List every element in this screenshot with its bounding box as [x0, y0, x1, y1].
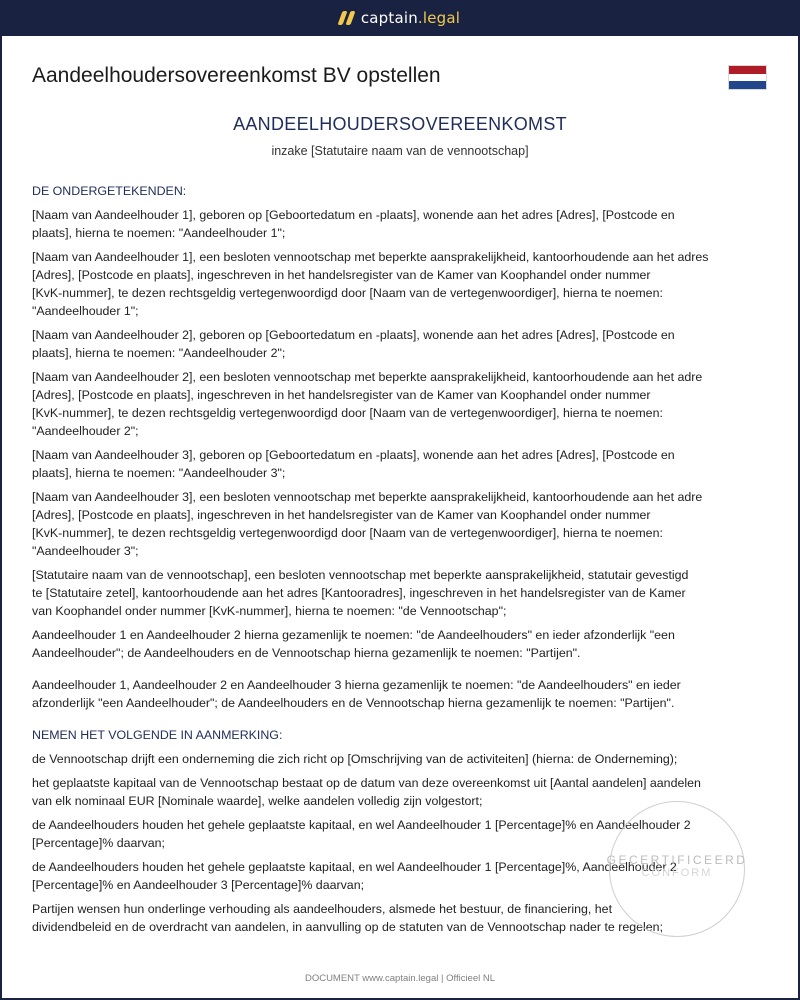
document-page — [2, 36, 798, 998]
paragraph-line: afzonderlijk "een Aandeelhouder"; de Aandeelhouders en de Vennootschap hierna gezamenlijk te noemen: "Partijen". — [32, 696, 675, 710]
paragraph-line: dividendbeleid en de overdracht van aandelen, in aanvulling op de statuten van de Vennootschap nader te regelen; — [32, 920, 664, 934]
paragraph-line: [Adres], [Postcode en plaats], ingeschreven in het handelsregister van de Kamer van Koophandel onder nummer — [32, 268, 651, 282]
paragraph — [32, 368, 774, 440]
paragraph-line: plaats], hierna te noemen: "Aandeelhouder 1"; — [32, 226, 286, 240]
parties-list — [32, 206, 774, 712]
paragraph — [32, 676, 774, 712]
seal-text-bottom: CONFORM — [641, 867, 713, 879]
paragraph — [32, 446, 774, 482]
paragraph-line: [Naam van Aandeelhouder 1], een besloten vennootschap met beperkte aansprakelijkheid, kantoorhoudende aan het adres — [32, 250, 709, 264]
paragraph-line: [Adres], [Postcode en plaats], ingeschreven in het handelsregister van de Kamer van Koophandel onder nummer — [32, 508, 651, 522]
flag-stripe-blue — [729, 81, 766, 89]
paragraph-line: [Naam van Aandeelhouder 3], een besloten vennootschap met beperkte aansprakelijkheid, kantoorhoudende aan het adre — [32, 490, 703, 504]
paragraph — [32, 750, 774, 768]
paragraph-line: van Koophandel onder nummer [KvK-nummer], hierna te noemen: "de Vennootschap"; — [32, 604, 507, 618]
page-title: Aandeelhoudersovereenkomst BV opstellen — [32, 64, 441, 87]
paragraph — [32, 326, 774, 362]
paragraph-line: te [Statutaire zetel], kantoorhoudende aan het adres [Kantooradres], ingeschreven in het handelsregister van de Kamer — [32, 586, 686, 600]
paragraph — [32, 774, 774, 810]
paragraph-line: [Naam van Aandeelhouder 2], geboren op [Geboortedatum en -plaats], wonende aan het adres [Adres], [Postcode en — [32, 328, 675, 342]
paragraph — [32, 206, 774, 242]
paragraph-line: Aandeelhouder 1 en Aandeelhouder 2 hierna gezamenlijk te noemen: "de Aandeelhouders" en ieder afzonderlijk "een — [32, 628, 675, 642]
paragraph — [32, 900, 774, 936]
paragraph-line: "Aandeelhouder 1"; — [32, 304, 139, 318]
document-body — [32, 182, 774, 942]
document-title: AANDEELHOUDERSOVEREENKOMST — [233, 114, 567, 134]
paragraph — [32, 488, 774, 560]
seal-text-top: GECERTIFICEERD — [606, 853, 748, 867]
paragraph-line: het geplaatste kapitaal van de Vennootschap bestaat op de datum van deze overeenkomst uit [Aantal aandelen] aandelen — [32, 776, 701, 790]
considerations-list — [32, 750, 774, 936]
paragraph-line: [Statutaire naam van de vennootschap], een besloten vennootschap met beperkte aansprakelijkheid, statutair gevestigd — [32, 568, 689, 582]
paragraph-line: [Percentage]% daarvan; — [32, 836, 165, 850]
top-bar — [0, 0, 800, 36]
double-slash-logo-icon — [337, 11, 355, 25]
section-heading-parties: DE ONDERGETEKENDEN: — [32, 184, 187, 198]
paragraph-line: de Aandeelhouders houden het gehele geplaatste kapitaal, en wel Aandeelhouder 1 [Percentage]%, Aandeelhouder 2 — [32, 860, 677, 874]
paragraph — [32, 626, 774, 662]
paragraph-line: [KvK-nummer], te dezen rechtsgeldig vertegenwoordigd door [Naam van de vertegenwoordiger], hierna te noemen: — [32, 406, 663, 420]
paragraph-line: de Aandeelhouders houden het gehele geplaatste kapitaal, en wel Aandeelhouder 1 [Percentage]% en Aandeelhouder 2 — [32, 818, 691, 832]
paragraph-line: plaats], hierna te noemen: "Aandeelhouder 2"; — [32, 346, 286, 360]
paragraph-line: Aandeelhouder 1, Aandeelhouder 2 en Aandeelhouder 3 hierna gezamenlijk te noemen: "de Aandeelhouders" en ieder — [32, 678, 681, 692]
paragraph-line: Aandeelhouder"; de Aandeelhouders en de Vennootschap hierna gezamenlijk te noemen: "Partijen". — [32, 646, 581, 660]
brand-logo[interactable] — [340, 9, 460, 27]
paragraph — [32, 566, 774, 620]
flag-stripe-red — [729, 66, 766, 74]
document-footer: DOCUMENT www.captain.legal | Officieel NL — [304, 973, 496, 984]
paragraph-line: de Vennootschap drijft een onderneming die zich richt op [Omschrijving van de activiteiten] (hierna: de Onderneming); — [32, 752, 678, 766]
document-subtitle: inzake [Statutaire naam van de vennootschap] — [271, 144, 529, 158]
paragraph-line: [KvK-nummer], te dezen rechtsgeldig vertegenwoordigd door [Naam van de vertegenwoordiger], hierna te noemen: — [32, 526, 663, 540]
paragraph-line: [Adres], [Postcode en plaats], ingeschreven in het handelsregister van de Kamer van Koophandel onder nummer — [32, 388, 651, 402]
paragraph-line: Partijen wensen hun onderlinge verhouding als aandeelhouders, alsmede het bestuur, de financiering, het — [32, 902, 613, 916]
paragraph-line: [Percentage]% en Aandeelhouder 3 [Percentage]% daarvan; — [32, 878, 365, 892]
paragraph-line: [Naam van Aandeelhouder 1], geboren op [Geboortedatum en -plaats], wonende aan het adres [Adres], [Postcode en — [32, 208, 675, 222]
paragraph-line: plaats], hierna te noemen: "Aandeelhouder 3"; — [32, 466, 286, 480]
flag-stripe-white — [729, 74, 766, 82]
paragraph-line: [Naam van Aandeelhouder 3], geboren op [Geboortedatum en -plaats], wonende aan het adres [Adres], [Postcode en — [32, 448, 675, 462]
paragraph — [32, 858, 774, 894]
paragraph-line: [Naam van Aandeelhouder 2], een besloten vennootschap met beperkte aansprakelijkheid, kantoorhoudende aan het adre — [32, 370, 703, 384]
paragraph — [32, 248, 774, 320]
paragraph-line: "Aandeelhouder 3"; — [32, 544, 139, 558]
brand-name: captain.legal — [360, 9, 461, 27]
section-heading-considerations: NEMEN HET VOLGENDE IN AANMERKING: — [32, 728, 283, 742]
paragraph-line: [KvK-nummer], te dezen rechtsgeldig vertegenwoordigd door [Naam van de vertegenwoordiger], hierna te noemen: — [32, 286, 663, 300]
paragraph — [32, 816, 774, 852]
netherlands-flag-icon[interactable] — [728, 65, 767, 90]
paragraph-line: "Aandeelhouder 2"; — [32, 424, 139, 438]
paragraph-line: van elk nominaal EUR [Nominale waarde], welke aandelen volledig zijn volgestort; — [32, 794, 483, 808]
